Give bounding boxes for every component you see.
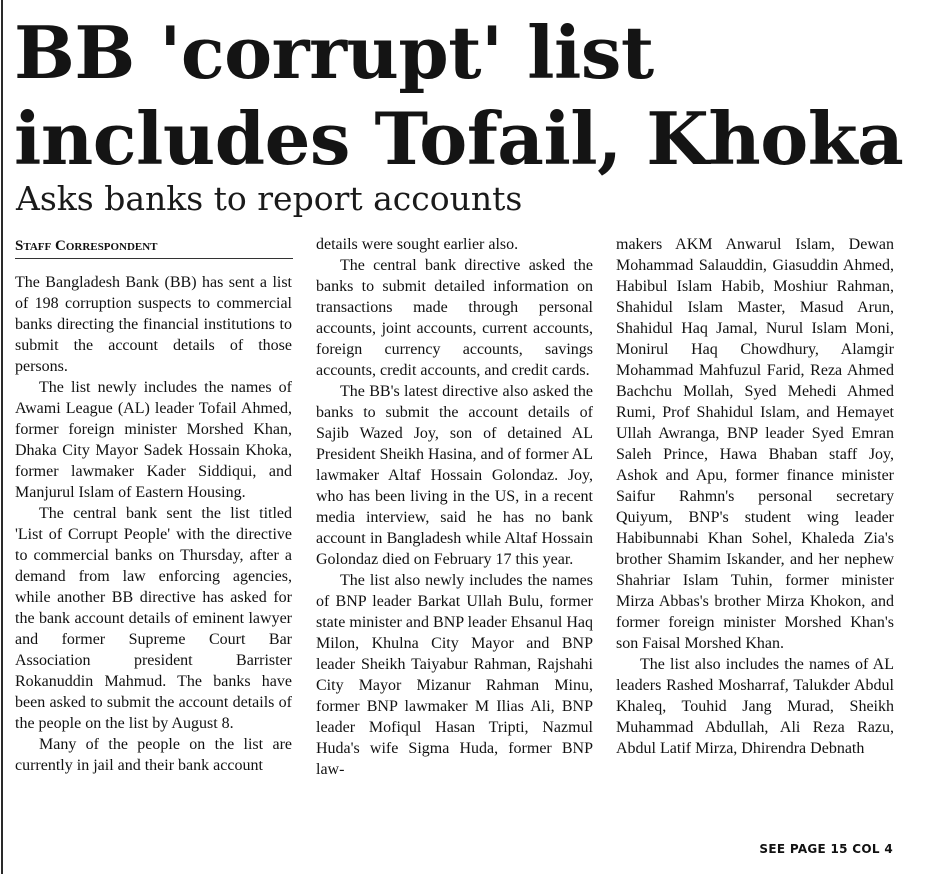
headline: BB 'corrupt' list includes Tofail, Khoka [14, 10, 904, 181]
subheadline: Asks banks to report accounts [16, 179, 523, 218]
column-border-rule [1, 0, 3, 874]
paragraph: The list also includes the names of AL leaders Rashed Mosharraf, Talukder Abdul Khaleq, Touhid Jang Murad, Sheikh Muhammad Abdullah, Ali Reza Razu, Abdul Latif Mirza, Dhirendra Debnath [616, 656, 894, 757]
paragraph: details were sought earlier also. [316, 236, 519, 253]
article-column-3 [616, 234, 894, 759]
paragraph: The list newly includes the names of Awami League (AL) leader Tofail Ahmed, former foreign minister Morshed Khan, Dhaka City Mayor Sadek Hossain Khoka, former lawmaker Kader Siddiqui, and Manjurul Islam of Eastern Housing. [15, 379, 292, 501]
continuation-jump-line: SEE PAGE 15 COL 4 [759, 842, 893, 856]
article-column-1 [15, 272, 292, 776]
paragraph: The Bangladesh Bank (BB) has sent a list of 198 corruption suspects to commercial banks directing the financial institutions to submit the account details of those persons. [15, 274, 292, 375]
paragraph: Many of the people on the list are currently in jail and their bank account [15, 736, 292, 774]
byline-divider [15, 258, 293, 259]
article-column-2 [316, 234, 593, 780]
paragraph: The central bank sent the list titled 'List of Corrupt People' with the directive to commercial banks on Thursday, after a demand from law enforcing agencies, while another BB directive has asked for the bank account details of eminent lawyer and former Supreme Court Bar Association president Barrister Rokanuddin Mahmud. The banks have been asked to submit the account details of the people on the list by August 8. [15, 505, 292, 732]
paragraph: makers AKM Anwarul Islam, Dewan Mohammad Salauddin, Giasuddin Ahmed, Habibul Islam Habib, Moshiur Rahman, Shahidul Islam Master, Masud Arun, Shahidul Haq Jamal, Nurul Islam Moni, Monirul Haq Chowdhury, Alamgir Mohammad Mahfuzul Farid, Reza Ahmed Bachchu Mollah, Syed Mehedi Ahmed Rumi, Prof Shahidul Islam, and Hemayet Ullah Awranga, BNP leader Syed Emran Saleh Prince, Hawa Bhaban staff Joy, Ashok and Apu, former finance minister Saifur Rahmn's personal secretary Quiyum, BNP's student wing leader Habibunnabi Khan Sohel, Khaleda Zia's brother Shamim Iskander, and her nephew Shahriar Islam Tuhin, former minister Mirza Abbas's brother Mirza Khokon, and former foreign minister Morshed Khan's son Faisal Morshed Khan. [616, 236, 894, 652]
paragraph: The list also newly includes the names of BNP leader Barkat Ullah Bulu, former state minister and BNP leader Ehsanul Haq Milon, Khulna City Mayor and BNP leader Sheikh Taiyabur Rahman, Rajshahi City Mayor Mizanur Rahman Minu, former BNP lawmaker M Ilias Ali, BNP leader Mofiqul Hasan Tripti, Nazmul Huda's wife Sigma Huda, former BNP law- [316, 572, 593, 778]
paragraph: The BB's latest directive also asked the banks to submit the account details of Sajib Wazed Joy, son of detained AL President Sheikh Hasina, and of former AL lawmaker Altaf Hossain Golondaz. Joy, who has been living in the US, in a recent media interview, said he has no bank account in Bangladesh while Altaf Hossain Golondaz died on February 17 this year. [316, 383, 593, 568]
paragraph: The central bank directive asked the banks to submit detailed information on transactions made through personal accounts, joint accounts, current accounts, foreign currency accounts, savings accounts, credit accounts, and credit cards. [316, 257, 593, 379]
byline: Staff Correspondent [15, 238, 158, 254]
